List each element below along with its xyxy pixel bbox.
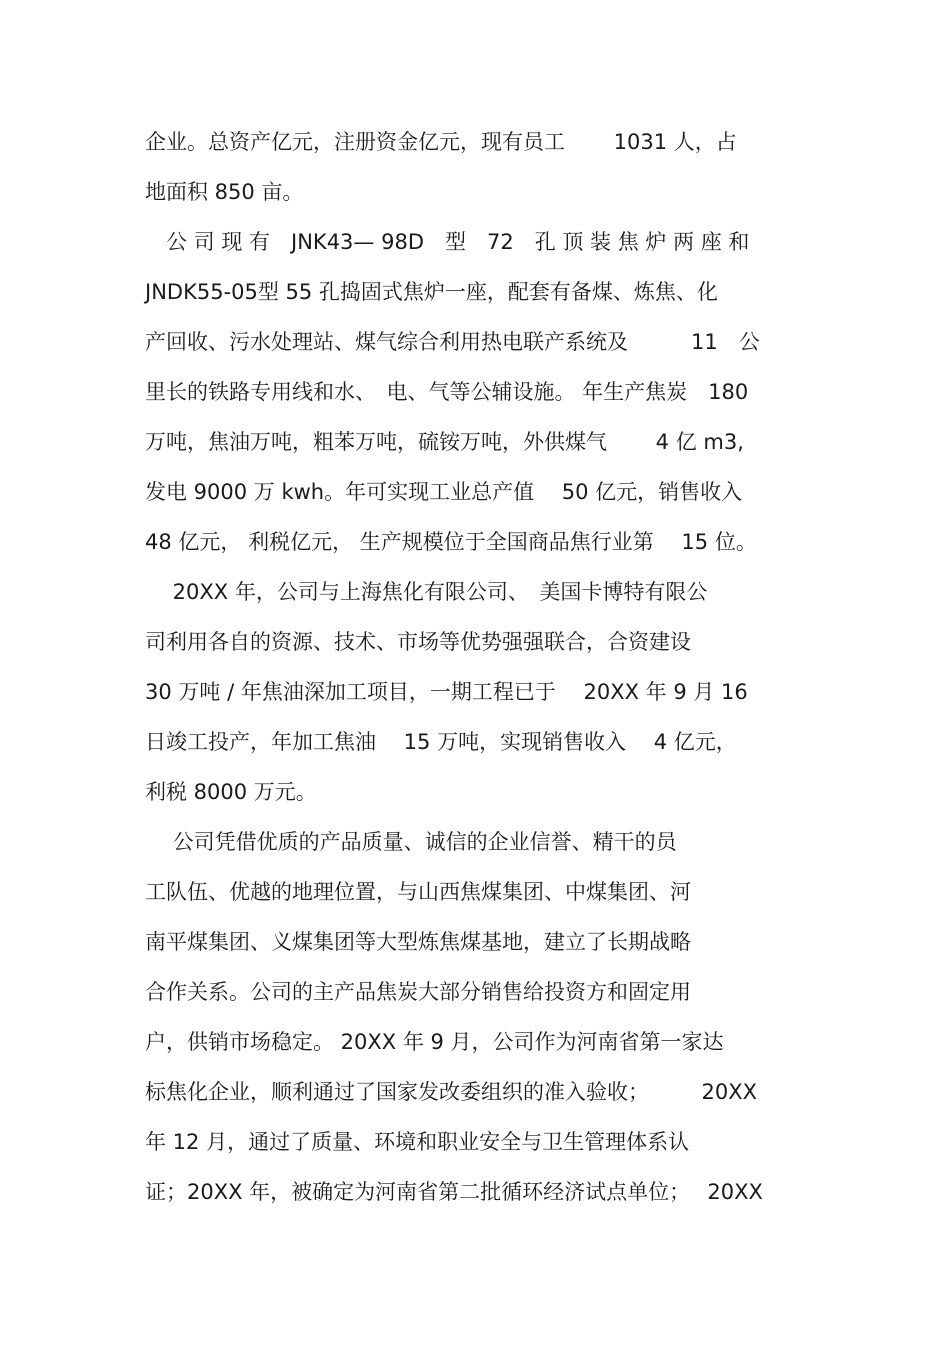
text-line: 工队伍、优越的地理位置，与山西焦煤集团、中煤集团、河 (145, 880, 691, 904)
text-line: 里长的铁路专用线和水、 电、气等公辅设施。 年生产焦炭 180 (145, 380, 749, 404)
text-line: 48 亿元， 利税亿元， 生产规模位于全国商品焦行业第 15 位。 (145, 530, 757, 554)
text-line: 司利用各自的资源、技术、市场等优势强强联合，合资建设 (145, 630, 691, 654)
text-line: 利税 8000 万元。 (145, 780, 317, 804)
text-line: 年 12 月，通过了质量、环境和职业安全与卫生管理体系认 (145, 1130, 690, 1154)
text-line: 30 万吨 / 年焦油深加工项目，一期工程已于 20XX 年 9 月 16 (145, 680, 748, 704)
text-line: 地面积 850 亩。 (145, 180, 304, 204)
text-line: 证；20XX 年，被确定为河南省第二批循环经济试点单位； 20XX (145, 1180, 763, 1204)
text-line: 标焦化企业，顺利通过了国家发改委组织的准入验收； 20XX (145, 1080, 757, 1104)
text-line: 合作关系。公司的主产品焦炭大部分销售给投资方和固定用 (145, 980, 691, 1004)
text-line: 万吨，焦油万吨，粗苯万吨，硫铵万吨，外供煤气 4 亿 m3, (145, 430, 744, 454)
text-line: 发电 9000 万 kwh。年可实现工业总产值 50 亿元，销售收入 (145, 480, 743, 504)
text-line: 20XX 年，公司与上海焦化有限公司、 美国卡博特有限公 (145, 580, 708, 604)
text-line: 日竣工投产，年加工焦油 15 万吨，实现销售收入 4 亿元， (145, 730, 737, 754)
text-line: 产回收、污水处理站、煤气综合利用热电联产系统及 11 公 (145, 330, 760, 354)
text-line: 户，供销市场稳定。 20XX 年 9 月，公司作为河南省第一家达 (145, 1030, 724, 1054)
text-line: 企业。总资产亿元，注册资金亿元，现有员工 1031 人，占 (145, 130, 737, 154)
text-line: 公司凭借优质的产品质量、诚信的企业信誉、精干的员 (145, 830, 677, 854)
text-line: 南平煤集团、义煤集团等大型炼焦煤基地，建立了长期战略 (145, 930, 691, 954)
text-line: 公 司 现 有 JNK43— 98D 型 72 孔 顶 装 焦 炉 两 座 和 (145, 230, 750, 254)
text-line: JNDK55-05型 55 孔捣固式焦炉一座，配套有备煤、炼焦、化 (145, 280, 718, 304)
